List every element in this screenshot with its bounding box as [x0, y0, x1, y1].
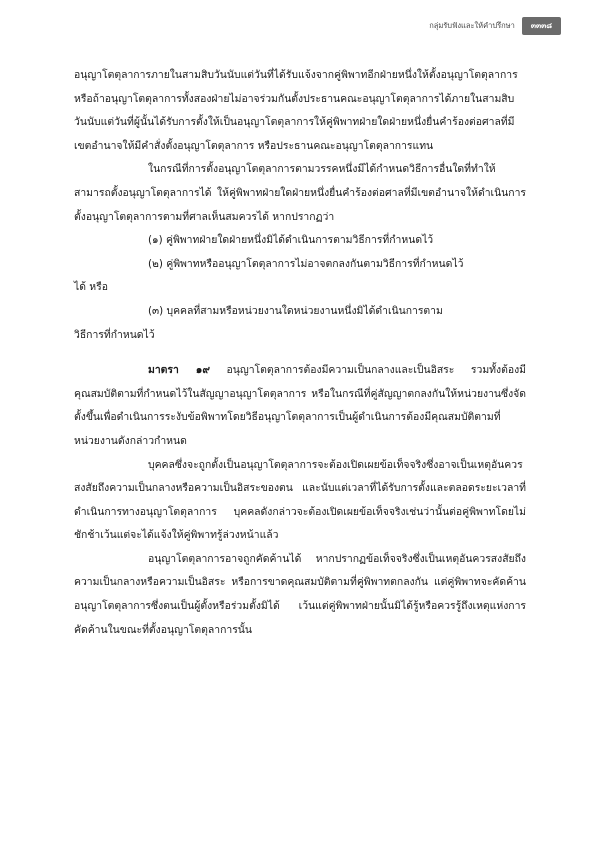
- list-item-2-continuation: ได้ หรือ: [74, 281, 108, 294]
- paragraph-challenge: อนุญาโตตุลาการอาจถูกคัดค้านได้ หากปรากฏข้อเท็จจริงซึ่งเป็นเหตุอันควรสงสัยถึงความเป็นกลางหรือความเป็นอิสระ หรือการขาดคุณสมบัติตามที่คู่พิพาทตกลงกัน แต่คู่พิพาทจะคัดค้านอนุญาโตตุลาการซึ่งตนเป็นผู้ตั้งหรือร่วมตั้งมิได้ เว้นแต่คู่พิพาทฝ่ายนั้นมิได้รู้หรือควรรู้ถึงเหตุแห่งการคัดค้านในขณะที่ตั้งอนุญาโตตุลาการนั้น: [74, 552, 526, 636]
- list-item-2: (๒) คู่พิพาทหรืออนุญาโตตุลาการไม่อาจตกลงกันตามวิธีการที่กำหนดไว้: [148, 257, 464, 270]
- list-item-1: (๑) คู่พิพาทฝ่ายใดฝ่ายหนึ่งมิได้ดำเนินการตามวิธีการที่กำหนดไว้: [148, 234, 434, 247]
- section-19-text: อนุญาโตตุลาการต้องมีความเป็นกลางและเป็นอิสระ รวมทั้งต้องมีคุณสมบัติตามที่กำหนดไว้ในสัญญาอนุญาโตตุลาการ หรือในกรณีที่คู่สัญญาตกลงกันให้หน่วยงานซึ่งจัดตั้งขึ้นเพื่อดำเนินการระงับข้อพิพาทโดยวิธีอนุญาโตตุลาการเป็นผู้ดำเนินการต้องมีคุณสมบัติตามที่หน่วยงานดังกล่าวกำหนด: [74, 364, 527, 447]
- header-title: กลุ่มรับฟังและให้คำปรึกษา: [429, 21, 515, 30]
- paragraph-disclosure: บุคคลซึ่งจะถูกตั้งเป็นอนุญาโตตุลาการจะต้องเปิดเผยข้อเท็จจริงซึ่งอาจเป็นเหตุอันควรสงสัยถึงความเป็นกลางหรือความเป็นอิสระของตน และนับแต่เวลาที่ได้รับการตั้งและตลอดระยะเวลาที่ดำเนินการทางอนุญาโตตุลาการ บุคคลดังกล่าวจะต้องเปิดเผยข้อเท็จจริงเช่นว่านั้นต่อคู่พิพาทโดยไม่ชักช้าเว้นแต่จะได้แจ้งให้คู่พิพาทรู้ล่วงหน้าแล้ว: [74, 458, 526, 542]
- paragraph-continuation: อนุญาโตตุลาการภายในสามสิบวันนับแต่วันที่ได้รับแจ้งจากคู่พิพาทอีกฝ่ายหนึ่งให้ตั้งอนุญาโตตุลาการ หรือถ้าอนุญาโตตุลาการทั้งสองฝ่ายไม่อาจร่วมกันตั้งประธานคณะอนุญาโตตุลาการได้ภายในสามสิบวันนับแต่วันที่ผู้นั้นได้รับการตั้งให้เป็นอนุญาโตตุลาการให้คู่พิพาทฝ่ายใดฝ่ายหนึ่งยื่นคำร้องต่อศาลที่มีเขตอำนาจให้มีคำสั่งตั้งอนุญาโตตุลาการ หรือประธานคณะอนุญาโตตุลาการแทน: [74, 69, 518, 152]
- paragraph-appointment-by-court: ในกรณีที่การตั้งอนุญาโตตุลาการตามวรรคหนึ่งมีได้กำหนดวิธีการอื่นใดที่ทำให้สามารถตั้งอนุญาโตตุลาการได้ ให้คู่พิพาทฝ่ายใดฝ่ายหนึ่งยื่นคำร้องต่อศาลที่มีเขตอำนาจให้ดำเนินการตั้งอนุญาโตตุลาการตามที่ศาลเห็นสมควรได้ หากปรากฏว่า: [74, 163, 526, 223]
- section-number: มาตรา ๑๙: [148, 364, 210, 377]
- section-19: [74, 359, 526, 453]
- page-number-badge: ๓๓๓๘: [522, 17, 561, 35]
- document-body: [74, 64, 526, 642]
- list-item-3-continuation: วิธีการที่กำหนดไว้: [74, 328, 155, 341]
- page-header: [429, 17, 561, 35]
- list-item-3: (๓) บุคคลที่สามหรือหน่วยงานใดหน่วยงานหนึ่งมิได้ดำเนินการตาม: [148, 304, 443, 317]
